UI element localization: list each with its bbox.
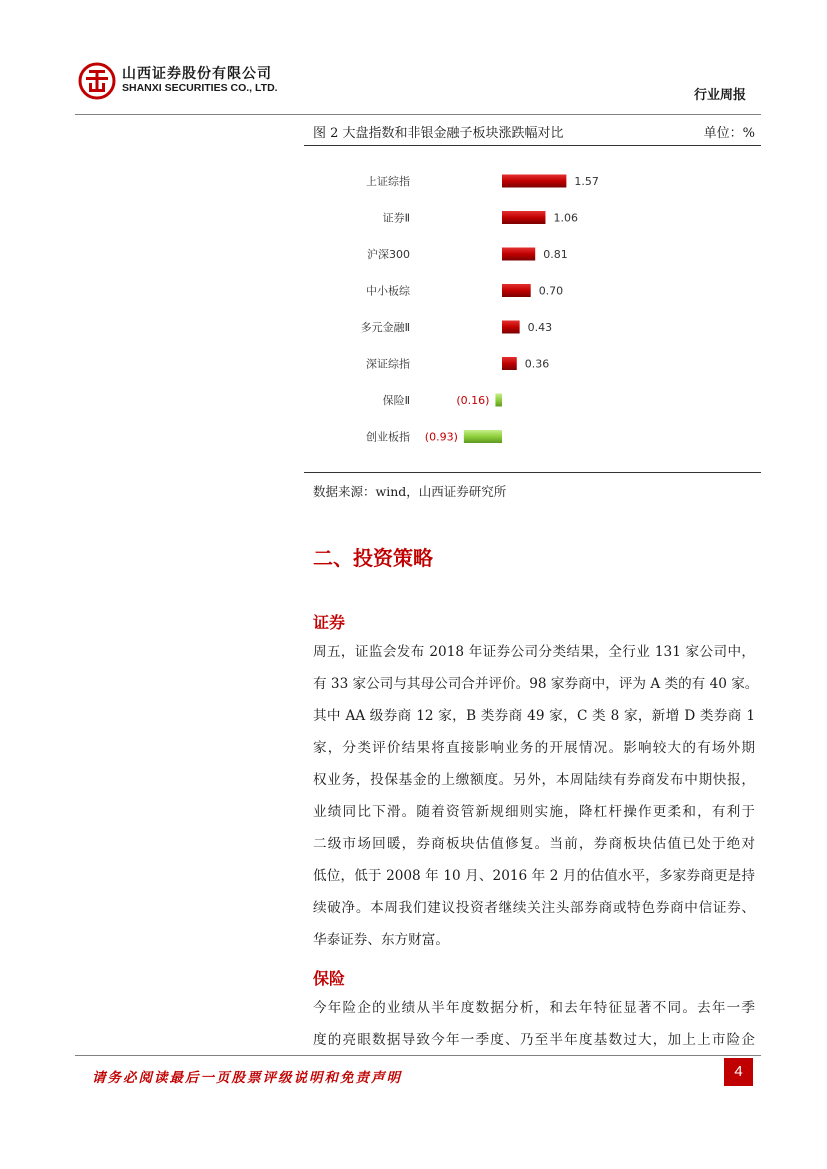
- bar-value-label: 1.06: [553, 211, 578, 225]
- bar: [495, 394, 502, 407]
- bar-value-label: 1.57: [574, 175, 599, 188]
- figure-title: 图 2 大盘指数和非银金融子板块涨跌幅对比: [313, 126, 564, 141]
- bar: [502, 248, 535, 261]
- securities-heading: 证券: [313, 613, 346, 632]
- category-label: 深证综指: [366, 357, 410, 371]
- insurance-paragraph: [313, 992, 755, 1056]
- company-name-en: SHANXI SECURITIES CO., LTD.: [122, 82, 278, 94]
- paragraph-line: 二级市场回暖，券商板块估值修复。当前，券商板块估值已处于绝对: [313, 836, 755, 852]
- paragraph-line: 续破净。本周我们建议投资者继续关注头部券商或特色券商中信证券、: [313, 900, 755, 916]
- bar: [464, 430, 502, 443]
- disclaimer: 请务必阅读最后一页股票评级说明和免责声明: [92, 1070, 402, 1086]
- paragraph-line: 度的亮眼数据导致今年一季度、乃至半年度基数过大，加上上市险企: [313, 1032, 755, 1048]
- bar-chart: [304, 148, 761, 470]
- bar-value-label: 0.81: [543, 248, 568, 261]
- section-title: 二、投资策略: [313, 546, 433, 570]
- paragraph-line: 今年险企的业绩从半年度数据分析，和去年特征显著不同。去年一季: [313, 1000, 755, 1016]
- report-type: 行业周报: [693, 88, 746, 103]
- bar-value-label: 0.36: [524, 357, 550, 371]
- bar: [502, 175, 566, 188]
- bar: [502, 211, 545, 224]
- category-label: 上证综指: [366, 175, 410, 188]
- category-label: 证券Ⅱ: [382, 211, 410, 225]
- bar: [502, 321, 520, 334]
- paragraph-line: 低位，低于 2008 年 10 月、2016 年 2 月的估值水平，多家券商更是持: [313, 868, 755, 884]
- paragraph-line: 业绩同比下滑。随着资管新规细则实施，降杠杆操作更柔和，有利于: [313, 804, 755, 820]
- figure-top-rule: [304, 145, 761, 146]
- bar-value-label: (0.16): [456, 394, 490, 407]
- paragraph-line: 权业务，投保基金的上缴额度。另外，本周陆续有券商发布中期快报，: [313, 772, 755, 788]
- paragraph-line: 周五，证监会发布 2018 年证券公司分类结果，全行业 131 家公司中，: [313, 644, 755, 660]
- category-label: 多元金融Ⅱ: [360, 321, 410, 334]
- bar-value-label: (0.93): [424, 430, 458, 444]
- bar-value-label: 0.70: [538, 284, 564, 298]
- bar: [502, 357, 517, 370]
- figure-bottom-rule: [304, 472, 761, 473]
- insurance-heading: 保险: [313, 969, 346, 988]
- category-label: 沪深300: [367, 248, 410, 261]
- company-name-cn: 山西证券股份有限公司: [122, 66, 272, 82]
- shanxi-securities-logo-icon: [78, 62, 116, 100]
- category-label: 创业板指: [366, 430, 410, 444]
- header-divider: [75, 114, 761, 115]
- category-label: 中小板综: [366, 284, 410, 298]
- figure-source: 数据来源：wind，山西证券研究所: [313, 484, 507, 499]
- page-number: 4: [724, 1058, 753, 1086]
- paragraph-line: 华泰证券、东方财富。: [313, 932, 449, 948]
- figure-unit: 单位：%: [703, 126, 755, 141]
- securities-paragraph: [313, 636, 759, 956]
- paragraph-line: 其中 AA 级券商 12 家，B 类券商 49 家，C 类 8 家，新增 D 类券商 1: [313, 708, 755, 724]
- footer-divider: [75, 1055, 761, 1056]
- category-label: 保险Ⅱ: [382, 394, 410, 407]
- bar-value-label: 0.43: [527, 321, 553, 334]
- paragraph-line: 有 33 家公司与其母公司合并评价。98 家券商中，评为 A 类的有 40 家。: [313, 676, 759, 692]
- paragraph-line: 家，分类评价结果将直接影响业务的开展情况。影响较大的有场外期: [313, 740, 755, 756]
- bar: [502, 284, 531, 297]
